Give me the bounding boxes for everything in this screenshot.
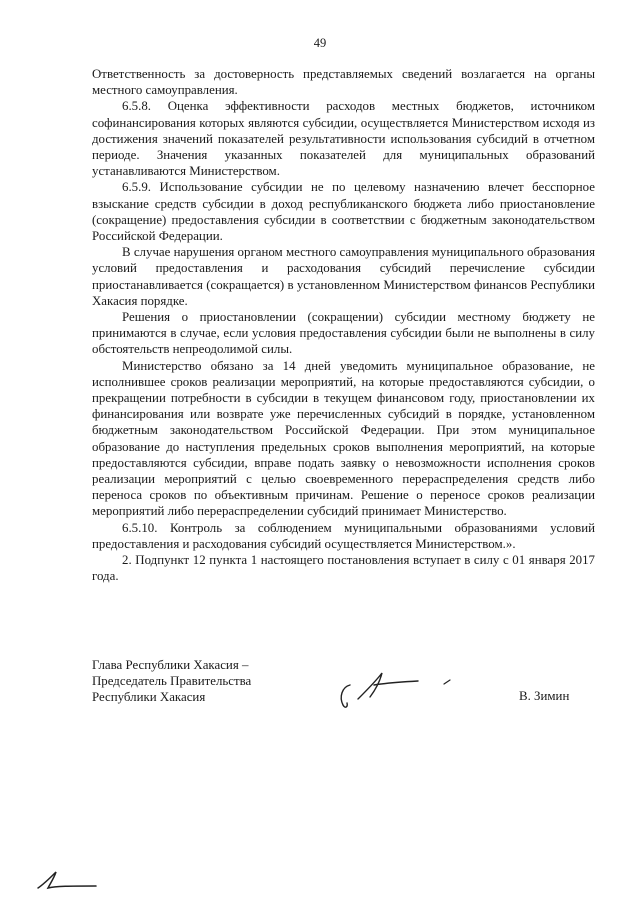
signer-position [92,657,251,706]
signer-position-line: Председатель Правительства [92,674,252,689]
paragraph-effective-date: 2. Подпункт 12 пункта 1 настоящего постановления вступает в силу с 01 января 2017 года. [92,553,595,584]
handwritten-initials [36,868,106,892]
paragraph-responsibility: Ответственность за достоверность представляемых сведений возлагается на органы местного самоуправления. [92,67,595,98]
signer-position-line: Глава Республики Хакасия – [92,658,249,672]
document-body [92,66,595,585]
paragraph-violation: В случае нарушения органом местного самоуправления муниципального образования условий предоставления и расходования субсидий перечисление субсидии приостанавливается (сокращается) в установленном Министерством финансов Республики Хакасия порядке. [92,245,595,308]
paragraph-6-5-9: 6.5.9. Использование субсидии не по целевому назначению влечет бесспорное взыскание средств субсидии в доход республиканского бюджета либо приостановление (сокращение) предоставления субсидии в соответствии с бюджетным законодательством Российской Федерации. [92,180,595,244]
signer-name: В. Зимин [519,689,570,703]
handwritten-signature [336,663,466,713]
page-number: 49 [313,36,327,50]
paragraph-6-5-10: 6.5.10. Контроль за соблюдением муниципальными образованиями условий предоставления и расходования субсидий осуществляется Министерством.». [92,520,595,551]
paragraph-ministry-obligation: Министерство обязано за 14 дней уведомить муниципальное образование, не исполнившее сроков реализации мероприятий, на которые предоставляются субсидии, о прекращении потребности в субсидии в текущем финансовом году, приостановлении их финансирования или возврате уже перечисленных субсидий в порядке, установленном бюджетным законодательством Российской Федерации. При этом муниципальное образование до наступления предельных сроков выполнения мероприятий, на которые предоставляются субсидии, вправе подать заявку о невозможности исполнения сроков реализации мероприятий с целью своевременного перераспределения средств либо переноса сроков по объективным причинам. Решение о переносе сроков реализации мероприятий либо перераспределении субсидий принимает Министерство. [92,358,595,519]
paragraph-decisions: Решения о приостановлении (сокращении) субсидии местному бюджету не принимаются в случае, если условия предоставления субсидии были не выполнены в силу обстоятельств непреодолимой силы. [92,310,595,357]
signer-position-line: Республики Хакасия [92,690,206,705]
paragraph-6-5-8: 6.5.8. Оценка эффективности расходов местных бюджетов, источником софинансирования которых являются субсидии, осуществляется Министерством исходя из достижения значений показателей результативности использования субсидий в отчетном периоде. Значения указанных показателей для муниципальных образований устанавливаются Министерством. [92,99,595,179]
